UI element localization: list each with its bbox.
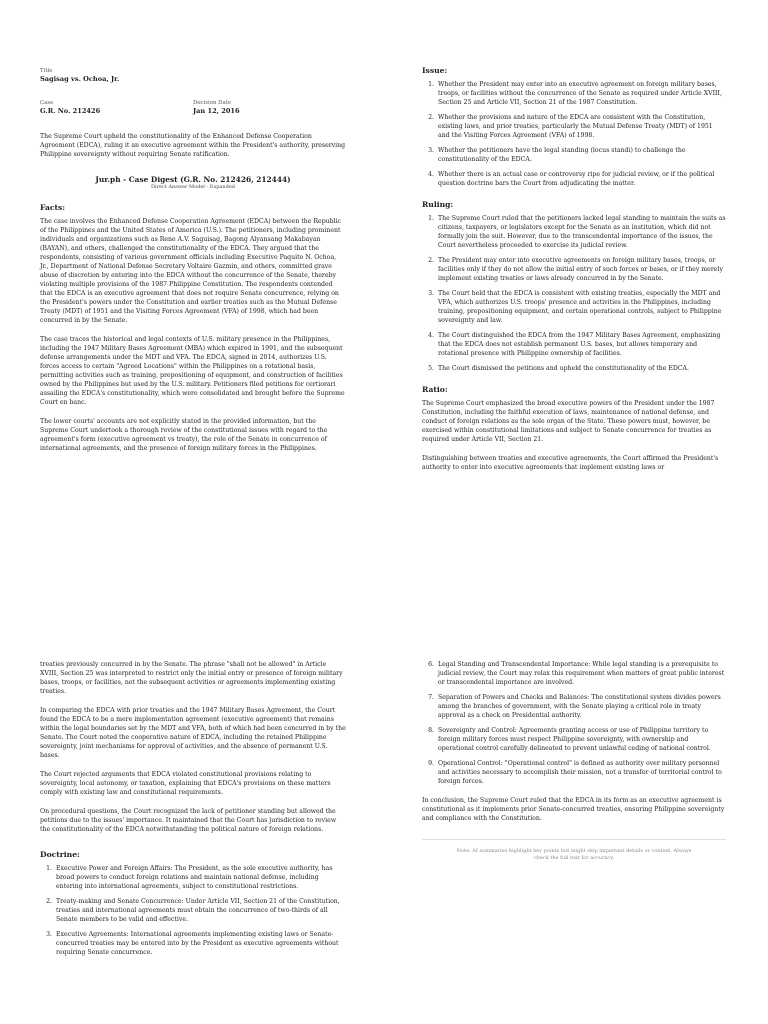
digest-title: Jur.ph - Case Digest (G.R. No. 212426, 212444) bbox=[95, 175, 291, 184]
ruling-item: 1. The Supreme Court ruled that the petitioners lacked legal standing to maintain the suits as citizens, taxpayers, or legislators except for the Senate as an institution, which did not formally join the suit. However, due to the transcendental importance of the issues, the Court nevertheless proceeded to exercise its judicial review. bbox=[436, 214, 726, 250]
document-page-2 bbox=[384, 0, 768, 512]
title-label: Title bbox=[40, 68, 53, 74]
doctrine-list bbox=[40, 864, 346, 957]
issue-item: 3. Whether the petitioners have the legal standing (locus standi) to challenge the constitutionality of the EDCA. bbox=[436, 146, 726, 164]
case-number: G.R. No. 212426 bbox=[40, 107, 101, 115]
issue-item: 1. Whether the President may enter into an executive agreement on foreign military bases, troops, or facilities without the concurrence of the Senate as required under Article XVIII, Section 25 and Article VII, Section 21 of the 1987 Constitution. bbox=[436, 80, 726, 107]
issue-item: 2. Whether the provisions and nature of the EDCA are consistent with the Constitution, existing laws, and prior treaties, particularly the Mutual Defense Treaty (MDT) of 1951 and the Visiting Forces Agreement (VFA) of 1998. bbox=[436, 113, 726, 140]
divider bbox=[422, 839, 726, 840]
continued-paragraph: On procedural questions, the Court recognized the lack of petitioner standing but allowed the petitions due to the issues' importance. It maintained that the Court has jurisdiction to review the constitutionality of the EDCA notwithstanding the political nature of foreign relations. bbox=[40, 808, 337, 833]
document-page-1 bbox=[0, 0, 384, 512]
ratio-paragraph: The Supreme Court emphasized the broad executive powers of the President under the 1987 Constitution, including the faithful execution of laws, maintenance of national defense, and conduct of foreign relations as the sole organ of the State. These powers must, however, be exercised within constitutional limitations and subject to Senate concurrence for treaties as required under Article VII, Section 21. bbox=[422, 400, 715, 443]
issue-list bbox=[422, 80, 726, 188]
continued-paragraph: treaties previously concurred in by the Senate. The phrase "shall not be allowed" in Article XVIII, Section 25 was interpreted to restrict only the initial entry or presence of foreign military bases, troops, or facilities, not the subsequent activities or agreements implementing existing treaties. bbox=[40, 661, 343, 695]
facts-paragraph: The case involves the Enhanced Defense Cooperation Agreement (EDCA) between the Republic of the Philippines and the United States of America (U.S.). The petitioners, including prominent individuals and organizations such as Rene A.V. Saguisag, Bagong Alyansang Makabayan (BAYAN), and others, challenged the constitutionality of the EDCA. They argued that the respondents, consisting of various government officials including Executive Paquito N. Ochoa, Jr., Department of National Defense Secretary Voltaire Gazmin, and others, committed grave abuse of discretion by entering into the EDCA without the concurrence of the Senate, thereby violating multiple provisions of the 1987 Philippine Constitution. The respondents contended that the EDCA is an executive agreement that does not require Senate concurrence, relying on the President's powers under the Constitution and earlier treaties such as the Mutual Defense Treaty (MDT) of 1951 and the Visiting Forces Agreement (VFA) of 1998, which had been concurred in by the Senate. bbox=[40, 218, 342, 324]
case-summary: The Supreme Court upheld the constitutionality of the Enhanced Defense Cooperation Agreement (EDCA), ruling it an executive agreement within the President's authority, preserving Philippine sovereignty without requiring Senate ratification. bbox=[40, 133, 346, 158]
ruling-item: 3. The Court held that the EDCA is consistent with existing treaties, especially the MDT and VFA, which authorizes U.S. troops' presence and activities in the Philippines, including training, prepositioning equipment, and certain operational controls, subject to Philippine sovereignty and law. bbox=[436, 289, 726, 325]
digest-subtitle: Direct Answer Model - Expanded bbox=[151, 184, 235, 190]
continued-paragraph: The Court rejected arguments that EDCA violated constitutional provisions relating to sovereignty, local autonomy, or taxation, explaining that EDCA's provisions on these matters comply with existing law and constitutional requirements. bbox=[40, 771, 331, 796]
issue-item: 4. Whether there is an actual case or controversy ripe for judicial review, or if the political question doctrine bars the Court from adjudicating the matter. bbox=[436, 170, 726, 188]
ai-disclaimer-note: Note: AI summaries highlight key points but might skip important details or context. Always check the full text for accuracy. bbox=[456, 848, 692, 861]
case-label: Case bbox=[40, 100, 54, 106]
document-page-4 bbox=[384, 512, 768, 1024]
decision-date-block bbox=[193, 100, 346, 116]
doctrine-item: 8. Sovereignty and Control: Agreements granting access or use of Philippine territory to foreign military forces must respect Philippine sovereignty, with ownership and operational control carefully delineated to prevent unlawful ceding of national control. bbox=[436, 726, 726, 753]
conclusion-paragraph: In conclusion, the Supreme Court ruled that the EDCA in its form as an executive agreement is constitutional as it implements prior Senate-concurred treaties, ensuring Philippine sovereignty and compliance with the Constitution. bbox=[422, 797, 725, 822]
ratio-paragraph: Distinguishing between treaties and executive agreements, the Court affirmed the President's authority to enter into executive agreements that implement existing laws or bbox=[422, 455, 719, 471]
facts-paragraph: The lower courts' accounts are not explicitly stated in the provided information, but the Supreme Court undertook a thorough review of the constitutional issues with regard to the agreement's form (executive agreement vs treaty), the role of the Senate in concurrence of international agreements, and the presence of foreign military forces in the Philippines. bbox=[40, 418, 328, 452]
doctrine-list-continued bbox=[422, 660, 726, 786]
case-title: Sagisag vs. Ochoa, Jr. bbox=[40, 75, 120, 83]
facts-heading: Facts: bbox=[40, 203, 66, 212]
document-page-3 bbox=[0, 512, 384, 1024]
decision-date-label: Decision Date bbox=[193, 100, 232, 106]
case-number-block bbox=[40, 100, 193, 116]
doctrine-item: 2. Treaty-making and Senate Concurrence: Under Article VII, Section 21 of the Constitution, treaties and international agreements must obtain the concurrence of two-thirds of all Senate members to be valid and effective. bbox=[54, 897, 346, 924]
case-meta-row bbox=[40, 100, 346, 116]
doctrine-item: 3. Executive Agreements: International agreements implementing existing laws or Senate-concurred treaties may be entered into by the President as executive agreements without requiring Senate concurrence. bbox=[54, 930, 346, 957]
ruling-heading: Ruling: bbox=[422, 200, 454, 209]
ruling-list bbox=[422, 214, 726, 373]
ruling-item: 5. The Court dismissed the petitions and upheld the constitutionality of the EDCA. bbox=[436, 364, 726, 373]
doctrine-heading: Doctrine: bbox=[40, 850, 80, 859]
ruling-item: 4. The Court distinguished the EDCA from the 1947 Military Bases Agreement, emphasizing that the EDCA does not establish permanent U.S. bases, but allows temporary and rotational presence with Philippine ownership of facilities. bbox=[436, 331, 726, 358]
doctrine-item: 7. Separation of Powers and Checks and Balances: The constitutional system divides powers among the branches of government, with the Senate playing a critical role in treaty approval as a check on Presidential authority. bbox=[436, 693, 726, 720]
ruling-item: 2. The President may enter into executive agreements on foreign military bases, troops, or facilities only if they do not allow the initial entry of such forces or bases, or if they merely implement existing treaties or laws already concurred in by the Senate. bbox=[436, 256, 726, 283]
doctrine-item: 1. Executive Power and Foreign Affairs: The President, as the sole executive authority, has broad powers to conduct foreign relations and maintain national defense, including entering into international agreements, subject to constitutional restrictions. bbox=[54, 864, 346, 891]
doctrine-item: 6. Legal Standing and Transcendental Importance: While legal standing is a prerequisite to judicial review, the Court may relax this requirement when matters of great public interest or transcendental importance are involved. bbox=[436, 660, 726, 687]
continued-paragraph: In comparing the EDCA with prior treaties and the 1947 Military Bases Agreement, the Court found the EDCA to be a mere implementation agreement (executive agreement) that remains within the legal boundaries set by the MDT and VFA, both of which had been concurred in by the Senate. The Court noted the cooperative nature of EDCA, including the retained Philippine sovereignty, joint mechanisms for approval of activities, and the absence of permanent U.S. bases. bbox=[40, 707, 346, 759]
decision-date: Jan 12, 2016 bbox=[193, 107, 240, 115]
facts-paragraph: The case traces the historical and legal contexts of U.S. military presence in the Philippines, including the 1947 Military Bases Agreement (MBA) which expired in 1991, and the subsequent defense arrangements under the MDT and VFA. The EDCA, signed in 2014, authorizes U.S. forces access to certain "Agreed Locations" within the Philippines on a rotational basis, permitting activities such as training, prepositioning of equipment, and construction of facilities owned by the Philippines but used by the U.S. military. Petitioners filed petitions for certiorari assailing the EDCA's constitutionality, which were consolidated and brought before the Supreme Court en banc. bbox=[40, 336, 345, 406]
ratio-heading: Ratio: bbox=[422, 385, 448, 394]
doctrine-item: 9. Operational Control: "Operational control" is defined as authority over military personnel and activities necessary to accomplish their mission, not a transfer of territorial control to foreign forces. bbox=[436, 759, 726, 786]
issue-heading: Issue: bbox=[422, 66, 448, 75]
